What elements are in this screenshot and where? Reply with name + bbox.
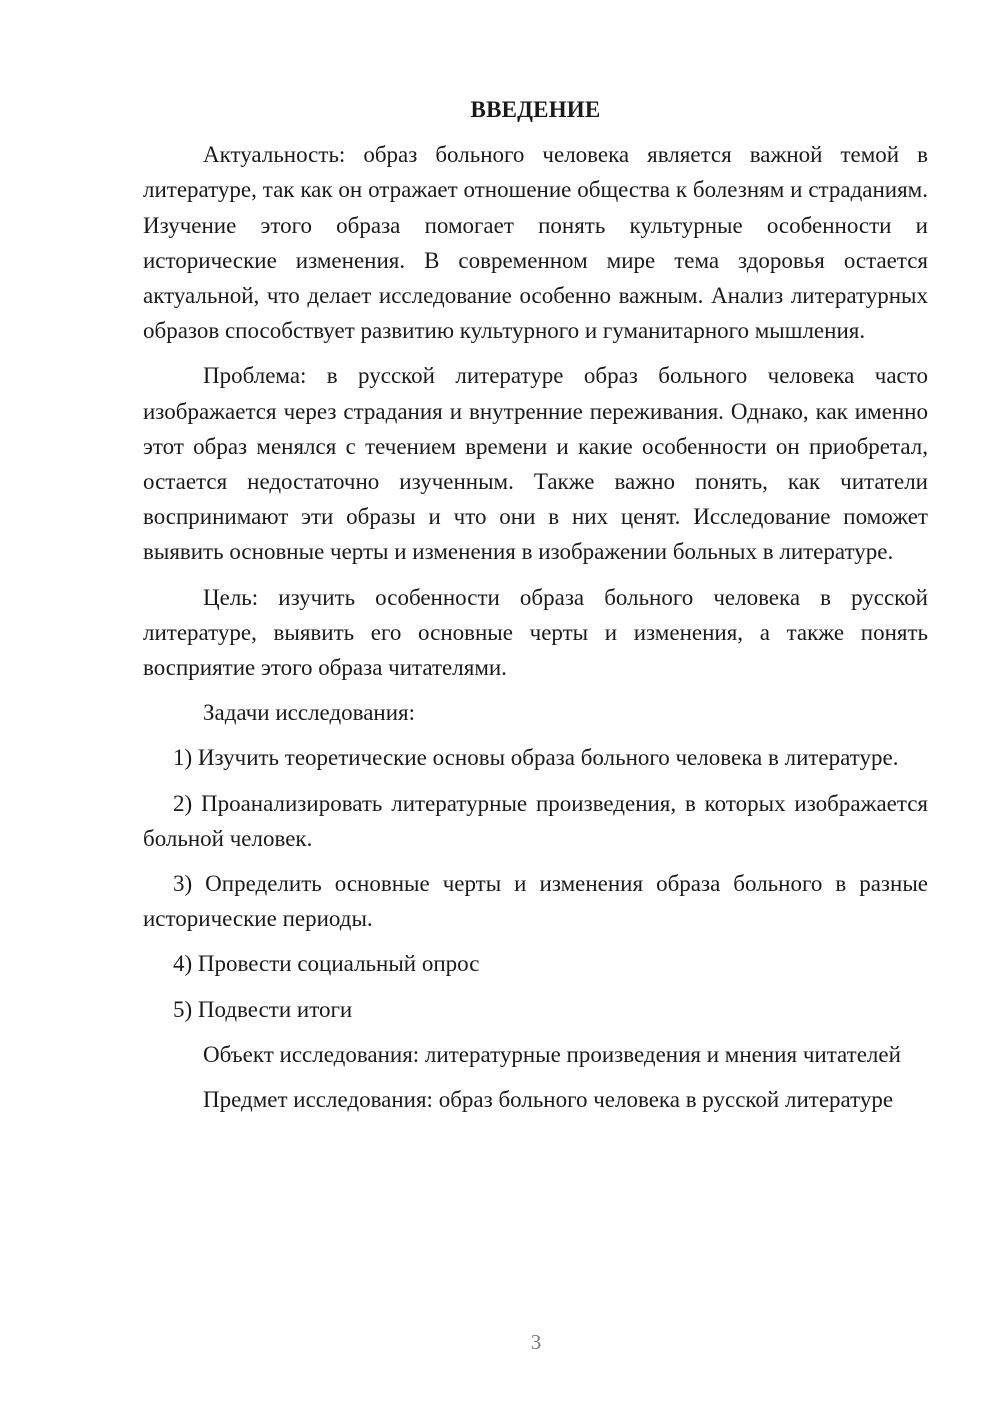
goal-paragraph: Цель: изучить особенности образа больного человека в русской литературе, выявить его основные черты и изменения, а также понять восприятие этого образа читателями. xyxy=(143,584,928,681)
page-number: 3 xyxy=(530,1330,542,1354)
document-body xyxy=(143,92,928,1127)
task-item-1: 1) Изучить теоретические основы образа больного человека в литературе. xyxy=(173,745,899,771)
research-object-paragraph: Объект исследования: литературные произведения и мнения читателей xyxy=(203,1041,901,1067)
task-item-5: 5) Подвести итоги xyxy=(173,996,353,1022)
relevance-paragraph: Актуальность: образ больного человека является важной темой в литературе, так как он отражает отношение общества к болезням и страданиям. Изучение этого образа помогает понять культурные особенности и исторические изменения. В современном мире тема здоровья остается актуальной, что делает исследование особенно важным. Анализ литературных образов способствует развитию культурного и гуманитарного мышления. xyxy=(143,142,928,344)
tasks-heading: Задачи исследования: xyxy=(203,700,416,726)
research-subject-paragraph: Предмет исследования: образ больного человека в русской литературе xyxy=(203,1087,894,1113)
section-title: ВВЕДЕНИЕ xyxy=(470,97,601,122)
task-item-3: 3) Определить основные черты и изменения образа больного в разные исторические периоды. xyxy=(143,871,928,932)
task-item-2: 2) Проанализировать литературные произведения, в которых изображается больной человек. xyxy=(143,790,928,851)
task-item-4: 4) Провести социальный опрос xyxy=(173,951,480,977)
problem-paragraph: Проблема: в русской литературе образ больного человека часто изображается через страдания и внутренние переживания. Однако, как именно этот образ менялся с течением времени и какие особенности он приобретал, остается недостаточно изученным. Также важно понять, как читатели воспринимают эти образы и что они в них ценят. Исследование поможет выявить основные черты и изменения в изображении больных в литературе. xyxy=(143,363,928,565)
